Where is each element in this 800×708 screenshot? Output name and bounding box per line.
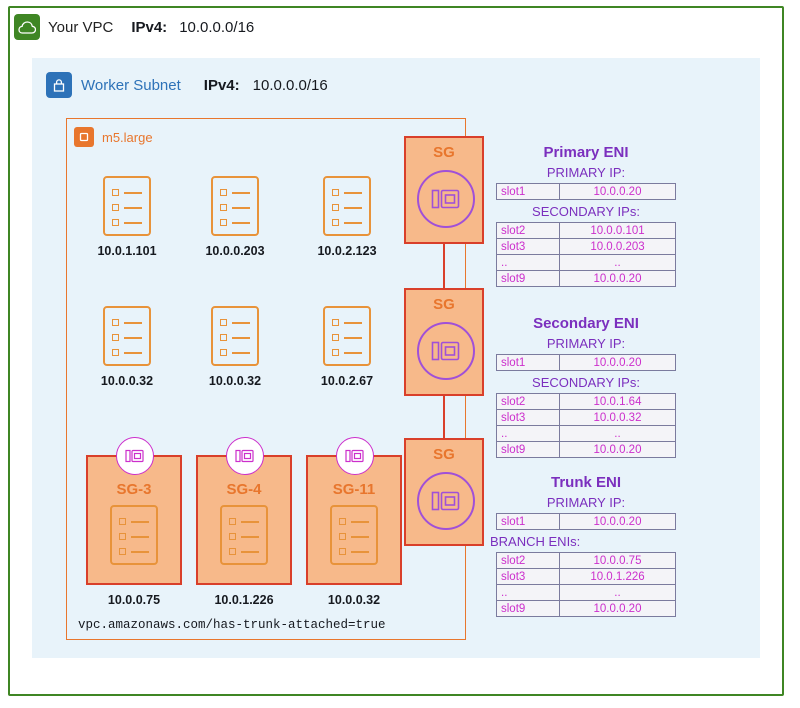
slot-value: 10.0.0.20 — [560, 271, 676, 287]
slot-value: 10.0.0.20 — [560, 442, 676, 458]
container-icon — [103, 176, 151, 236]
branch-sg-label: SG-4 — [226, 481, 262, 498]
branch-container-group — [196, 455, 292, 607]
slot-key: slot3 — [497, 410, 560, 426]
slot-value: 10.0.0.20 — [560, 514, 676, 530]
container-ip: 10.0.0.32 — [100, 374, 154, 388]
subnet-ipv4-value: 10.0.0.0/16 — [252, 76, 328, 94]
table-row — [497, 394, 676, 410]
secondary-ip-table — [496, 222, 676, 287]
container-icon — [330, 505, 378, 565]
table-row — [497, 410, 676, 426]
slot-key: slot3 — [497, 569, 560, 585]
slot-value: .. — [560, 585, 676, 601]
table-row — [497, 514, 676, 530]
vpc-header — [14, 14, 254, 40]
table-row — [497, 585, 676, 601]
primary-ip-table — [496, 183, 676, 200]
slot-value: .. — [560, 255, 676, 271]
container-cell — [190, 176, 280, 258]
container-icon — [103, 306, 151, 366]
secondary-ip-heading: SECONDARY IPs: — [532, 204, 640, 219]
branch-sg-label: SG-3 — [116, 481, 152, 498]
subnet-header — [46, 72, 328, 98]
slot-value: 10.0.1.226 — [560, 569, 676, 585]
container-ip: 10.0.0.75 — [107, 593, 161, 607]
panel-title: Secondary ENI — [533, 315, 639, 332]
container-icon — [323, 176, 371, 236]
security-group-primary-eni — [404, 136, 484, 244]
container-ip: 10.0.1.226 — [214, 593, 274, 607]
slot-key: slot1 — [497, 514, 560, 530]
slot-value: 10.0.1.64 — [560, 394, 676, 410]
container-ip: 10.0.0.203 — [205, 244, 265, 258]
container-cell — [190, 306, 280, 388]
sg-label: SG — [433, 296, 455, 313]
subnet-title: Worker Subnet — [81, 76, 181, 94]
container-icon — [110, 505, 158, 565]
branch-container-group — [306, 455, 402, 607]
subnet-ipv4-label: IPv4: — [203, 76, 240, 94]
container-ip: 10.0.0.32 — [327, 593, 381, 607]
slot-key: slot9 — [497, 442, 560, 458]
trunk-attached-label: vpc.amazonaws.com/has-trunk-attached=true — [78, 618, 386, 632]
eni-icon — [417, 322, 475, 380]
instance-header — [74, 127, 153, 147]
branch-eni-icon — [336, 437, 374, 475]
branch-sg-label: SG-11 — [332, 481, 376, 498]
sg-label: SG — [433, 446, 455, 463]
slot-value: 10.0.0.75 — [560, 553, 676, 569]
branch-eni-heading: BRANCH ENIs: — [490, 534, 581, 549]
container-ip: 10.0.2.67 — [320, 374, 374, 388]
container-icon — [323, 306, 371, 366]
slot-value: 10.0.0.20 — [560, 601, 676, 617]
table-row — [497, 601, 676, 617]
slot-key: slot2 — [497, 553, 560, 569]
eni-connector — [443, 396, 445, 440]
secondary-ip-table — [496, 393, 676, 458]
branch-eni-icon — [116, 437, 154, 475]
primary-ip-table — [496, 354, 676, 371]
panel-title: Trunk ENI — [550, 474, 621, 491]
table-row — [497, 355, 676, 371]
secondary-ip-heading: SECONDARY IPs: — [532, 375, 640, 390]
instance-type-label: m5.large — [102, 129, 153, 145]
security-group-trunk-eni — [404, 438, 484, 546]
slot-key: .. — [497, 426, 560, 442]
slot-value: 10.0.0.20 — [560, 184, 676, 200]
primary-ip-heading: PRIMARY IP: — [546, 336, 626, 351]
slot-key: slot9 — [497, 601, 560, 617]
container-cell — [82, 176, 172, 258]
container-ip: 10.0.1.101 — [97, 244, 157, 258]
container-ip: 10.0.2.123 — [317, 244, 377, 258]
slot-value: 10.0.0.32 — [560, 410, 676, 426]
slot-key: .. — [497, 585, 560, 601]
primary-ip-heading: PRIMARY IP: — [546, 165, 626, 180]
table-row — [497, 426, 676, 442]
instance-chip-icon — [74, 127, 94, 147]
container-cell — [82, 306, 172, 388]
container-icon — [220, 505, 268, 565]
table-row — [497, 442, 676, 458]
table-row — [497, 255, 676, 271]
container-cell — [302, 176, 392, 258]
eni-icon — [417, 472, 475, 530]
table-row — [497, 223, 676, 239]
vpc-ipv4-value: 10.0.0.0/16 — [179, 18, 255, 36]
table-row — [497, 553, 676, 569]
table-row — [497, 569, 676, 585]
slot-key: .. — [497, 255, 560, 271]
branch-eni-table — [496, 552, 676, 617]
panel-title: Primary ENI — [543, 144, 629, 161]
slot-key: slot1 — [497, 355, 560, 371]
lock-icon — [46, 72, 72, 98]
eni-connector — [443, 244, 445, 290]
secondary-eni-panel — [486, 315, 686, 458]
primary-eni-panel — [486, 144, 686, 287]
security-group-secondary-eni — [404, 288, 484, 396]
vpc-ipv4-label: IPv4: — [131, 18, 168, 36]
vpc-title: Your VPC — [48, 18, 114, 36]
container-ip: 10.0.0.32 — [208, 374, 262, 388]
slot-key: slot1 — [497, 184, 560, 200]
table-row — [497, 271, 676, 287]
table-row — [497, 184, 676, 200]
slot-key: slot9 — [497, 271, 560, 287]
slot-value: 10.0.0.203 — [560, 239, 676, 255]
container-icon — [211, 306, 259, 366]
table-row — [497, 239, 676, 255]
branch-eni-icon — [226, 437, 264, 475]
primary-ip-heading: PRIMARY IP: — [546, 495, 626, 510]
slot-value: 10.0.0.20 — [560, 355, 676, 371]
container-icon — [211, 176, 259, 236]
slot-value: 10.0.0.101 — [560, 223, 676, 239]
trunk-eni-panel — [486, 474, 686, 617]
slot-key: slot3 — [497, 239, 560, 255]
eni-icon — [417, 170, 475, 228]
slot-key: slot2 — [497, 394, 560, 410]
sg-label: SG — [433, 144, 455, 161]
slot-value: .. — [560, 426, 676, 442]
slot-key: slot2 — [497, 223, 560, 239]
cloud-icon — [14, 14, 40, 40]
branch-container-group — [86, 455, 182, 607]
container-cell — [302, 306, 392, 388]
primary-ip-table — [496, 513, 676, 530]
